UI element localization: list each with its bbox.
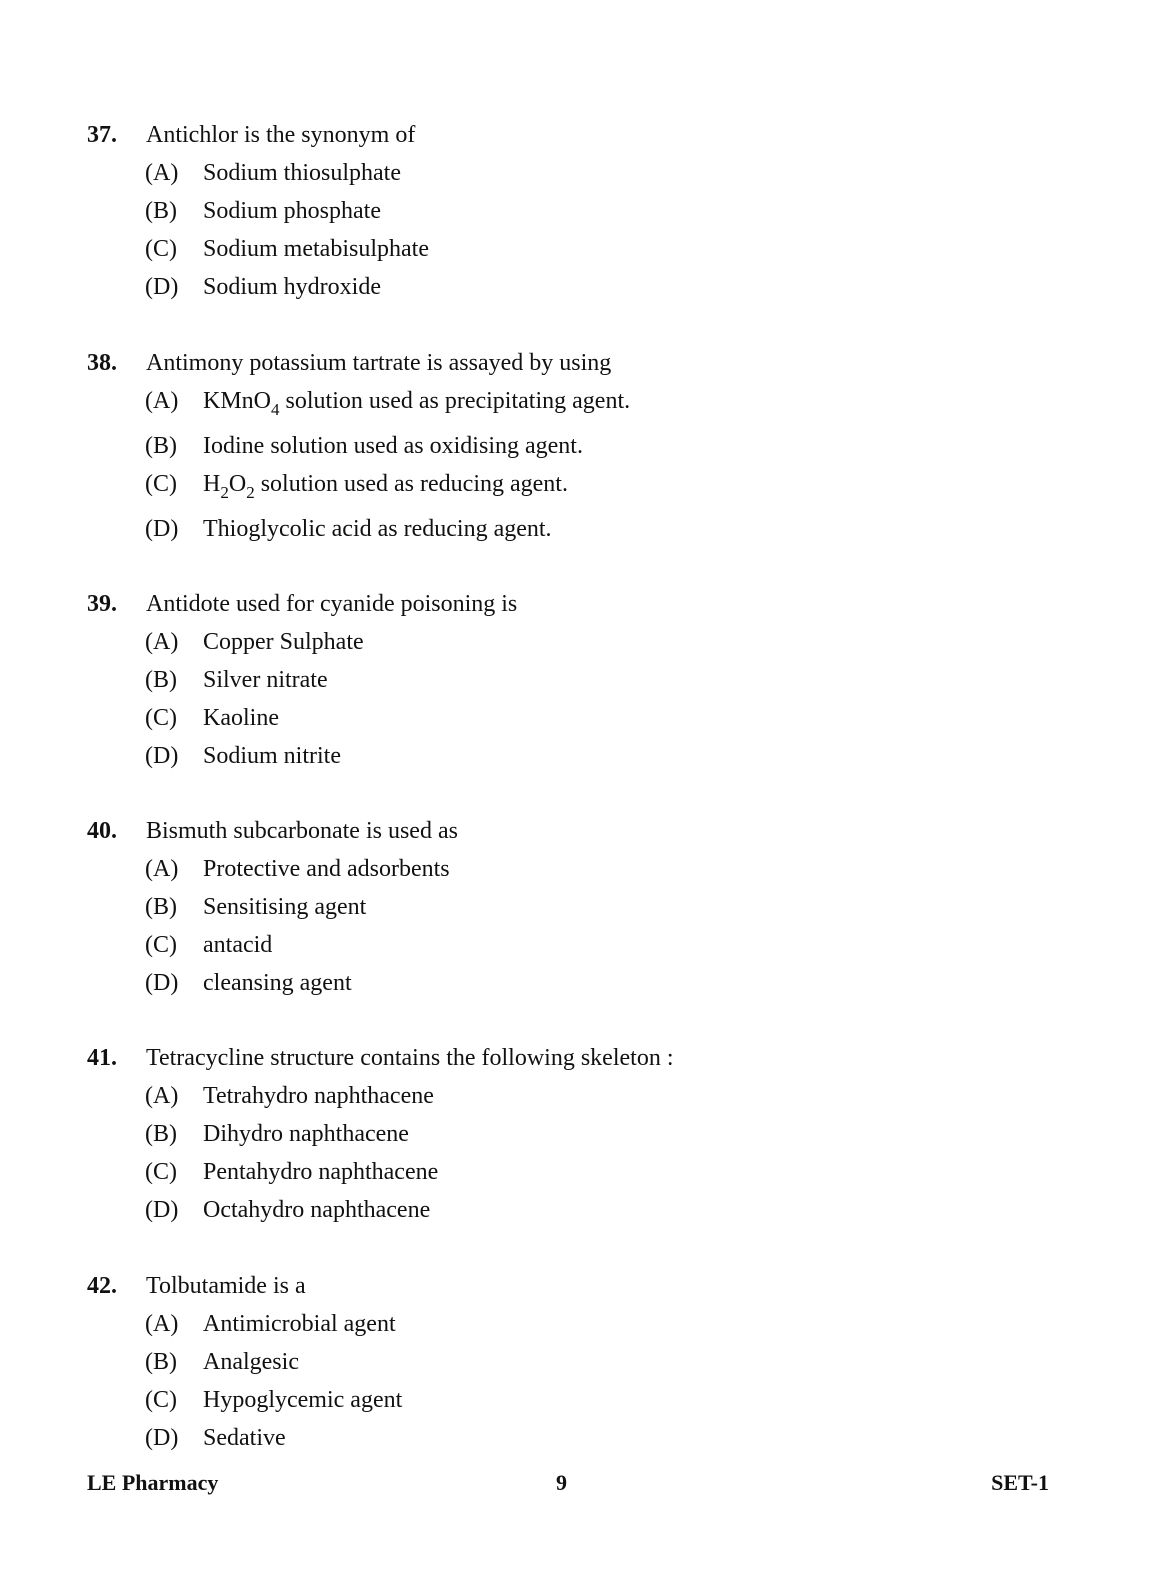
- option-text: Octahydro naphthacene: [203, 1197, 431, 1223]
- option-text: Copper Sulphate: [203, 629, 364, 655]
- option-letter: (D): [145, 516, 179, 542]
- option-letter: (C): [145, 932, 177, 958]
- question-text: Antichlor is the synonym of: [146, 122, 416, 148]
- option-text: [203, 382, 1067, 420]
- question-text: Tetracycline structure contains the following skeleton :: [146, 1045, 674, 1071]
- option-text: Dihydro naphthacene: [203, 1121, 409, 1147]
- option-letter: (D): [145, 1197, 179, 1223]
- option-letter: (C): [145, 1159, 177, 1185]
- option-d: [145, 1191, 1067, 1229]
- option-c: [145, 465, 1067, 510]
- option-text: Sodium phosphate: [203, 198, 381, 224]
- question-40: [87, 812, 1067, 1002]
- option-c: [145, 699, 1067, 737]
- option-letter: (B): [145, 198, 177, 224]
- formula-subscript: 4: [271, 400, 280, 419]
- question-number: 39.: [87, 591, 117, 617]
- question-number: 42.: [87, 1273, 117, 1299]
- option-a: [145, 850, 1067, 888]
- option-letter: (C): [145, 236, 177, 262]
- option-letter: (B): [145, 433, 177, 459]
- option-a: [145, 623, 1067, 661]
- option-text: Sodium thiosulphate: [203, 160, 401, 186]
- question-37: [87, 116, 1067, 306]
- question-39: [87, 585, 1067, 775]
- option-b: [145, 427, 1067, 465]
- option-letter: (B): [145, 667, 177, 693]
- option-letter: (A): [145, 856, 179, 882]
- page-number: 9: [556, 1470, 567, 1495]
- formula-subscript: 2: [220, 483, 229, 502]
- option-text: Sensitising agent: [203, 894, 367, 920]
- option-letter: (D): [145, 743, 179, 769]
- option-text: Sodium metabisulphate: [203, 236, 429, 262]
- option-a: [145, 1077, 1067, 1115]
- option-d: [145, 964, 1067, 1002]
- option-c: [145, 1381, 1067, 1419]
- option-c: [145, 1153, 1067, 1191]
- option-d: [145, 1419, 1067, 1457]
- question-number: 38.: [87, 350, 117, 376]
- option-letter: (A): [145, 629, 179, 655]
- question-text: Tolbutamide is a: [146, 1273, 306, 1299]
- option-text: Analgesic: [203, 1349, 299, 1375]
- option-letter: (D): [145, 274, 179, 300]
- option-d: [145, 268, 1067, 306]
- option-text: Antimicrobial agent: [203, 1311, 396, 1337]
- option-letter: (B): [145, 1349, 177, 1375]
- option-letter: (A): [145, 388, 179, 414]
- option-letter: (D): [145, 1425, 179, 1451]
- option-text: Protective and adsorbents: [203, 856, 450, 882]
- option-b: [145, 661, 1067, 699]
- page-footer: [0, 1470, 1153, 1500]
- option-text: Sedative: [203, 1425, 286, 1451]
- question-42: [87, 1267, 1067, 1457]
- option-text: Iodine solution used as oxidising agent.: [203, 433, 583, 459]
- option-text: cleansing agent: [203, 970, 352, 996]
- formula-main: H: [203, 471, 221, 497]
- option-text-rest: solution used as reducing agent.: [254, 471, 568, 497]
- option-letter: (B): [145, 1121, 177, 1147]
- option-c: [145, 230, 1067, 268]
- option-d: [145, 510, 1067, 548]
- option-b: [145, 192, 1067, 230]
- option-text: Tetrahydro naphthacene: [203, 1083, 434, 1109]
- option-text: Sodium nitrite: [203, 743, 341, 769]
- option-d: [145, 737, 1067, 775]
- option-b: [145, 888, 1067, 926]
- option-letter: (D): [145, 970, 179, 996]
- option-letter: (A): [145, 1083, 179, 1109]
- option-a: [145, 1305, 1067, 1343]
- option-text: [203, 465, 1067, 503]
- question-38: [87, 344, 1067, 548]
- option-b: [145, 1343, 1067, 1381]
- option-letter: (C): [145, 1387, 177, 1413]
- option-letter: (A): [145, 1311, 179, 1337]
- option-text: Kaoline: [203, 705, 279, 731]
- question-text: Antimony potassium tartrate is assayed by using: [146, 350, 612, 376]
- option-c: [145, 926, 1067, 964]
- question-41: [87, 1039, 1067, 1229]
- formula-main: O: [228, 471, 247, 497]
- option-b: [145, 1115, 1067, 1153]
- option-text: antacid: [203, 932, 273, 958]
- option-text: Pentahydro naphthacene: [203, 1159, 439, 1185]
- option-text: Hypoglycemic agent: [203, 1387, 403, 1413]
- question-text: Antidote used for cyanide poisoning is: [146, 591, 518, 617]
- option-text: Sodium hydroxide: [203, 274, 381, 300]
- option-a: [145, 382, 1067, 427]
- footer-subject: LE Pharmacy: [87, 1470, 219, 1495]
- option-a: [145, 154, 1067, 192]
- option-letter: (B): [145, 894, 177, 920]
- option-letter: (C): [145, 471, 177, 497]
- option-letter: (C): [145, 705, 177, 731]
- question-text: Bismuth subcarbonate is used as: [146, 818, 458, 844]
- option-letter: (A): [145, 160, 179, 186]
- option-text-rest: solution used as precipitating agent.: [279, 388, 631, 414]
- option-text: Silver nitrate: [203, 667, 328, 693]
- formula-subscript: 2: [246, 483, 255, 502]
- question-number: 41.: [87, 1045, 117, 1071]
- question-number: 37.: [87, 122, 117, 148]
- formula-main: KMnO: [203, 388, 272, 414]
- question-number: 40.: [87, 818, 117, 844]
- option-text: Thioglycolic acid as reducing agent.: [203, 516, 552, 542]
- footer-set: SET-1: [991, 1470, 1049, 1495]
